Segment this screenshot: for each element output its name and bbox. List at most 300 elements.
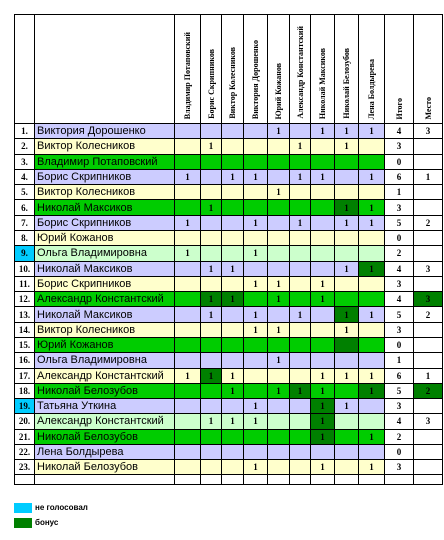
vote-cell — [359, 414, 385, 429]
row-place: 1 — [414, 368, 443, 383]
row-name: Борис Скрипников — [35, 215, 175, 230]
vote-cell — [175, 383, 201, 398]
vote-cell — [335, 246, 359, 261]
vote-cell — [201, 383, 222, 398]
vote-cell — [268, 215, 290, 230]
vote-cell — [222, 246, 244, 261]
vote-cell — [175, 322, 201, 337]
vote-cell — [311, 154, 335, 169]
blank-cell — [311, 475, 335, 485]
header-blank-num — [15, 15, 35, 124]
table-row — [15, 322, 443, 337]
vote-cell: 1 — [222, 292, 244, 307]
vote-cell — [335, 230, 359, 245]
row-place: 1 — [414, 169, 443, 184]
table-row — [15, 383, 443, 398]
vote-cell: 1 — [244, 169, 268, 184]
vote-cell — [222, 154, 244, 169]
vote-cell — [201, 154, 222, 169]
vote-cell — [175, 292, 201, 307]
table-row — [15, 230, 443, 245]
vote-cell: 1 — [244, 460, 268, 475]
row-place — [414, 322, 443, 337]
row-total: 2 — [385, 246, 414, 261]
row-name: Ольга Владимировна — [35, 246, 175, 261]
vote-cell — [335, 353, 359, 368]
vote-cell — [268, 307, 290, 322]
row-total: 0 — [385, 230, 414, 245]
vote-cell: 1 — [244, 414, 268, 429]
row-total: 4 — [385, 261, 414, 276]
header-blank-name — [35, 15, 175, 124]
vote-cell: 1 — [175, 169, 201, 184]
header-total — [385, 15, 414, 124]
vote-cell: 1 — [359, 261, 385, 276]
vote-cell — [201, 215, 222, 230]
vote-cell: 1 — [311, 414, 335, 429]
vote-cell — [244, 429, 268, 444]
legend-swatch-cyan — [14, 503, 32, 513]
vote-cell: 1 — [311, 124, 335, 139]
vote-cell — [311, 337, 335, 352]
row-total: 2 — [385, 429, 414, 444]
vote-cell — [311, 139, 335, 154]
header-col-2 — [222, 15, 244, 124]
row-place — [414, 276, 443, 291]
table-row — [15, 154, 443, 169]
vote-cell: 1 — [175, 246, 201, 261]
vote-cell — [311, 215, 335, 230]
legend-swatch-dark-green — [14, 518, 32, 528]
vote-cell — [311, 230, 335, 245]
table-row — [15, 261, 443, 276]
vote-cell — [311, 261, 335, 276]
row-name: Александр Константский — [35, 292, 175, 307]
blank-cell — [385, 475, 414, 485]
table-row — [15, 124, 443, 139]
vote-cell: 1 — [268, 353, 290, 368]
table-row — [15, 185, 443, 200]
row-number: 7. — [15, 215, 35, 230]
vote-cell — [175, 429, 201, 444]
vote-cell: 1 — [311, 460, 335, 475]
table-row — [15, 414, 443, 429]
vote-cell: 1 — [222, 368, 244, 383]
vote-cell — [290, 124, 311, 139]
vote-cell — [268, 368, 290, 383]
vote-cell: 1 — [311, 429, 335, 444]
row-number: 2. — [15, 139, 35, 154]
vote-cell: 1 — [290, 383, 311, 398]
row-name: Юрий Кожанов — [35, 230, 175, 245]
row-number: 17. — [15, 368, 35, 383]
row-name: Лена Болдырева — [35, 444, 175, 459]
vote-cell: 1 — [201, 261, 222, 276]
vote-cell — [268, 460, 290, 475]
header-label: Юрий Кожанов — [274, 62, 283, 119]
vote-cell: 1 — [244, 246, 268, 261]
vote-cell: 1 — [201, 292, 222, 307]
table-row — [15, 276, 443, 291]
vote-cell: 1 — [175, 368, 201, 383]
vote-cell — [222, 276, 244, 291]
vote-cell: 1 — [290, 139, 311, 154]
vote-cell — [244, 261, 268, 276]
row-place: 3 — [414, 292, 443, 307]
row-total: 1 — [385, 353, 414, 368]
vote-cell — [175, 124, 201, 139]
vote-cell — [290, 368, 311, 383]
blank-cell — [201, 475, 222, 485]
vote-cell — [222, 337, 244, 352]
vote-cell — [244, 383, 268, 398]
row-number: 12. — [15, 292, 35, 307]
row-name: Николай Максиков — [35, 261, 175, 276]
row-name: Николай Белозубов — [35, 429, 175, 444]
vote-cell — [201, 444, 222, 459]
row-number: 22. — [15, 444, 35, 459]
row-name: Николай Максиков — [35, 307, 175, 322]
vote-cell — [175, 337, 201, 352]
row-total: 3 — [385, 399, 414, 414]
blank-cell — [15, 475, 35, 485]
table-row — [15, 169, 443, 184]
vote-cell: 1 — [359, 368, 385, 383]
header-label: Виктория Дорошенко — [251, 39, 260, 119]
row-name: Виктория Дорошенко — [35, 124, 175, 139]
vote-cell: 1 — [222, 261, 244, 276]
row-name: Виктор Колесников — [35, 322, 175, 337]
vote-cell: 1 — [359, 460, 385, 475]
vote-cell — [335, 414, 359, 429]
vote-cell — [311, 185, 335, 200]
row-place — [414, 399, 443, 414]
blank-cell — [414, 475, 443, 485]
vote-cell: 1 — [268, 185, 290, 200]
vote-cell — [201, 276, 222, 291]
vote-cell: 1 — [244, 215, 268, 230]
row-number: 19. — [15, 399, 35, 414]
row-name: Виктор Колесников — [35, 185, 175, 200]
header-place — [414, 15, 443, 124]
table-row — [15, 399, 443, 414]
vote-cell — [268, 246, 290, 261]
vote-cell — [222, 322, 244, 337]
row-name: Николай Белозубов — [35, 383, 175, 398]
vote-cell — [290, 276, 311, 291]
vote-cell — [268, 169, 290, 184]
header-label: Александр Константский — [295, 26, 305, 119]
vote-cell — [290, 261, 311, 276]
blank-cell — [175, 475, 201, 485]
blank-cell — [268, 475, 290, 485]
header-col-1 — [201, 15, 222, 124]
row-place — [414, 353, 443, 368]
vote-cell: 1 — [290, 215, 311, 230]
vote-cell: 1 — [335, 399, 359, 414]
vote-cell: 1 — [311, 169, 335, 184]
header-col-8 — [359, 15, 385, 124]
vote-cell: 1 — [244, 399, 268, 414]
blank-cell — [222, 475, 244, 485]
vote-cell: 1 — [335, 307, 359, 322]
vote-cell — [335, 169, 359, 184]
table-row — [15, 353, 443, 368]
row-place — [414, 337, 443, 352]
vote-cell — [268, 337, 290, 352]
row-name: Татьяна Уткина — [35, 399, 175, 414]
voting-table — [14, 14, 443, 485]
vote-cell: 1 — [290, 307, 311, 322]
vote-cell: 1 — [311, 383, 335, 398]
vote-cell — [222, 215, 244, 230]
blank-cell — [244, 475, 268, 485]
vote-cell — [175, 444, 201, 459]
vote-cell — [222, 444, 244, 459]
vote-cell — [335, 444, 359, 459]
header-label: Владимир Потаповский — [183, 31, 192, 119]
vote-cell — [290, 429, 311, 444]
row-name: Борис Скрипников — [35, 169, 175, 184]
row-number: 3. — [15, 154, 35, 169]
vote-cell — [201, 169, 222, 184]
vote-cell — [244, 230, 268, 245]
vote-cell — [201, 337, 222, 352]
row-number: 18. — [15, 383, 35, 398]
row-place — [414, 429, 443, 444]
vote-cell — [311, 246, 335, 261]
vote-cell — [268, 154, 290, 169]
vote-cell — [359, 154, 385, 169]
vote-cell — [268, 444, 290, 459]
vote-cell — [290, 200, 311, 215]
vote-cell: 1 — [335, 368, 359, 383]
row-number: 14. — [15, 322, 35, 337]
blank-cell — [359, 475, 385, 485]
vote-cell — [222, 353, 244, 368]
vote-cell — [244, 154, 268, 169]
vote-cell — [244, 368, 268, 383]
table-row — [15, 460, 443, 475]
vote-cell — [359, 444, 385, 459]
row-total: 3 — [385, 200, 414, 215]
vote-cell: 1 — [290, 169, 311, 184]
row-place — [414, 154, 443, 169]
vote-cell: 1 — [201, 307, 222, 322]
row-place — [414, 460, 443, 475]
row-place: 2 — [414, 307, 443, 322]
vote-cell — [222, 307, 244, 322]
vote-cell — [268, 429, 290, 444]
vote-cell: 1 — [311, 399, 335, 414]
vote-cell — [290, 185, 311, 200]
vote-cell — [359, 230, 385, 245]
table-row — [15, 307, 443, 322]
vote-cell: 1 — [311, 368, 335, 383]
header-row — [15, 15, 443, 124]
vote-cell: 1 — [335, 139, 359, 154]
row-total: 4 — [385, 124, 414, 139]
table-row — [15, 139, 443, 154]
vote-cell — [222, 139, 244, 154]
vote-cell — [244, 185, 268, 200]
vote-cell: 1 — [268, 276, 290, 291]
vote-cell: 1 — [335, 124, 359, 139]
row-total: 4 — [385, 414, 414, 429]
vote-cell — [359, 246, 385, 261]
vote-cell — [290, 246, 311, 261]
vote-cell — [222, 460, 244, 475]
row-number: 11. — [15, 276, 35, 291]
vote-cell: 1 — [201, 139, 222, 154]
vote-cell — [201, 230, 222, 245]
vote-cell — [359, 337, 385, 352]
row-place: 3 — [414, 261, 443, 276]
vote-cell: 1 — [335, 200, 359, 215]
vote-cell — [244, 292, 268, 307]
table-row — [15, 429, 443, 444]
vote-cell — [290, 230, 311, 245]
legend-label: бонус — [35, 518, 59, 528]
legend-label: не голосовал — [35, 503, 88, 513]
vote-cell — [175, 353, 201, 368]
vote-cell — [244, 337, 268, 352]
blank-row — [15, 475, 443, 485]
vote-cell — [175, 139, 201, 154]
vote-cell — [201, 124, 222, 139]
vote-cell: 1 — [268, 383, 290, 398]
row-place — [414, 139, 443, 154]
row-total: 4 — [385, 292, 414, 307]
row-number: 8. — [15, 230, 35, 245]
row-total: 3 — [385, 460, 414, 475]
vote-cell — [290, 337, 311, 352]
vote-cell: 1 — [222, 169, 244, 184]
vote-cell — [268, 200, 290, 215]
vote-cell — [244, 200, 268, 215]
row-place: 2 — [414, 383, 443, 398]
vote-cell: 1 — [244, 276, 268, 291]
row-total: 6 — [385, 169, 414, 184]
row-name: Борис Скрипников — [35, 276, 175, 291]
vote-cell: 1 — [359, 124, 385, 139]
row-place: 2 — [414, 215, 443, 230]
vote-cell — [201, 246, 222, 261]
header-label: Место — [423, 96, 433, 119]
row-number: 15. — [15, 337, 35, 352]
vote-cell — [175, 230, 201, 245]
vote-cell: 1 — [222, 414, 244, 429]
header-label: Борис Скрипников — [206, 49, 216, 119]
vote-cell — [244, 444, 268, 459]
vote-cell — [335, 429, 359, 444]
row-name: Виктор Колесников — [35, 139, 175, 154]
blank-cell — [35, 475, 175, 485]
blank-cell — [290, 475, 311, 485]
vote-cell — [201, 460, 222, 475]
vote-cell — [244, 139, 268, 154]
row-name: Александр Константский — [35, 368, 175, 383]
header-col-5 — [290, 15, 311, 124]
vote-cell — [222, 399, 244, 414]
vote-cell: 1 — [311, 276, 335, 291]
vote-cell — [175, 399, 201, 414]
header-col-0 — [175, 15, 201, 124]
table-row — [15, 200, 443, 215]
header-col-3 — [244, 15, 268, 124]
row-place: 3 — [414, 414, 443, 429]
vote-cell: 1 — [201, 414, 222, 429]
vote-cell — [201, 322, 222, 337]
row-number: 10. — [15, 261, 35, 276]
vote-cell — [175, 261, 201, 276]
vote-cell: 1 — [359, 429, 385, 444]
vote-cell — [222, 185, 244, 200]
vote-cell — [201, 429, 222, 444]
row-total: 0 — [385, 337, 414, 352]
vote-cell — [359, 139, 385, 154]
vote-cell: 1 — [201, 200, 222, 215]
header-label: Николай Максиков — [318, 47, 327, 119]
vote-cell: 1 — [335, 261, 359, 276]
row-name: Владимир Потаповский — [35, 154, 175, 169]
vote-cell — [311, 353, 335, 368]
vote-cell — [290, 414, 311, 429]
row-total: 5 — [385, 215, 414, 230]
row-number: 13. — [15, 307, 35, 322]
vote-cell — [359, 276, 385, 291]
vote-cell: 1 — [201, 368, 222, 383]
vote-cell — [335, 185, 359, 200]
row-name: Александр Константский — [35, 414, 175, 429]
vote-cell — [201, 399, 222, 414]
row-total: 3 — [385, 139, 414, 154]
vote-cell: 1 — [268, 322, 290, 337]
vote-cell — [244, 353, 268, 368]
row-total: 0 — [385, 444, 414, 459]
row-place: 3 — [414, 124, 443, 139]
vote-cell — [201, 353, 222, 368]
vote-cell — [311, 307, 335, 322]
legend-bonus — [14, 518, 58, 528]
vote-cell: 1 — [359, 307, 385, 322]
vote-cell — [175, 276, 201, 291]
blank-cell — [335, 475, 359, 485]
vote-cell: 1 — [359, 215, 385, 230]
row-name: Юрий Кожанов — [35, 337, 175, 352]
vote-cell — [268, 414, 290, 429]
vote-cell: 1 — [359, 169, 385, 184]
vote-cell — [335, 337, 359, 352]
legend-not-voted — [14, 503, 88, 513]
row-place — [414, 185, 443, 200]
vote-cell — [335, 276, 359, 291]
vote-cell — [268, 139, 290, 154]
vote-cell — [311, 200, 335, 215]
vote-cell — [311, 444, 335, 459]
row-total: 3 — [385, 322, 414, 337]
vote-cell — [311, 322, 335, 337]
table-row — [15, 444, 443, 459]
header-col-6 — [311, 15, 335, 124]
vote-cell: 1 — [335, 322, 359, 337]
header-label: Лена Болдырева — [367, 58, 376, 119]
vote-cell — [359, 353, 385, 368]
vote-cell — [335, 460, 359, 475]
vote-cell — [244, 124, 268, 139]
vote-cell — [290, 154, 311, 169]
vote-cell: 1 — [335, 215, 359, 230]
